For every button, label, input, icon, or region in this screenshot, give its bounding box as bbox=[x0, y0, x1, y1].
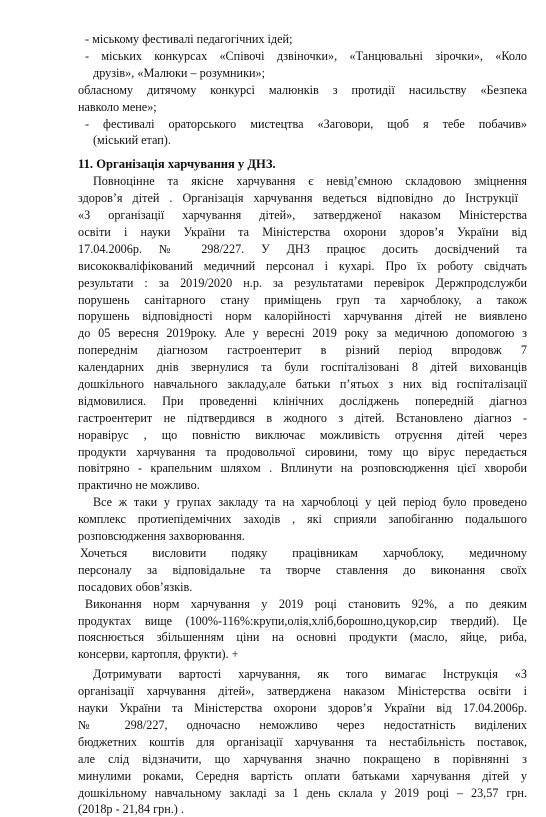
text-line: практично не можливо. bbox=[78, 478, 200, 492]
text-line: норавірус , що повністю виключає можливість отруєння дітей через bbox=[78, 428, 527, 442]
text-line: Хочеться висловити подяку працівникам харчоблоку, медичному bbox=[80, 546, 527, 560]
list-item: - міському фестивалі педагогічних ідей; bbox=[85, 32, 293, 46]
text-line: дошкільному навчальному закладі за 1 день склала у 2019 році – 23,57 грн. bbox=[78, 786, 527, 800]
text-line: результати : за 2019/2020 н.р. за результатами перевірок Держпродслужби bbox=[78, 276, 527, 290]
text-line: але слід відзначити, що харчування значно покращено в порівнянні з bbox=[78, 752, 527, 766]
text-line: до 05 вересня 2019року. Але у вересні 2019 року за медичною допомогою з bbox=[78, 326, 527, 340]
text-line: персоналу за відповідальне та творче ставлення до виконання своїх bbox=[78, 563, 527, 577]
list-item-continuation: (міський етап). bbox=[93, 133, 171, 147]
text-line: попереднім діагнозом гастроентерит в різний період впродовж 7 bbox=[78, 343, 527, 357]
text-line: минулими роками, Середня вартість оплати батьками харчування дітей у bbox=[78, 769, 527, 783]
text-line: дошкільного навчального закладу,але батьки п’ятьох з них від госпіталізації bbox=[78, 377, 527, 391]
text-line: Повноцінне та якісне харчування є невід’ємною складовою зміцнення bbox=[93, 174, 527, 188]
list-item: - міських конкурсах «Співочі дзвіночки», «Танцювальні зірочки», «Коло bbox=[85, 49, 527, 63]
text-line: повітряно - крапельним шляхом . Вплинути на розповсюдження цієї хвороби bbox=[78, 461, 527, 475]
text-line: (2018р - 21,84 грн.) . bbox=[78, 802, 184, 816]
text-line: консерви, картопля, фрукти). + bbox=[78, 647, 239, 661]
text-line: пояснюється збільшенням ціни на основні продукти (масло, яйце, риба, bbox=[78, 630, 527, 644]
list-item-continuation: навколо мене»; bbox=[78, 100, 157, 114]
text-line: здоров’я дітей . Організація харчування ведеться відповідно до Інструкції bbox=[78, 191, 518, 205]
text-line: бюджетних коштів для організації харчування та нестабільність поставок, bbox=[78, 735, 527, 749]
text-line: гастроентерит не підтвердився в жодного з дітей. Встановлено діагноз - bbox=[78, 411, 527, 425]
text-line: порушень санітарного стану приміщень груп та харчоблоку, а також bbox=[78, 293, 527, 307]
text-line: 17.04.2006р. № 298/227. У ДНЗ працює досить досвідчений та bbox=[78, 242, 527, 256]
text-line: «З організації харчування дітей», затвердженої наказом Міністерства bbox=[78, 208, 527, 222]
text-line: висококваліфікований медичний персонал і кухарі. Про їх роботу свідчать bbox=[78, 259, 527, 273]
text-line: Виконання норм харчування у 2019 році становить 92%, а по деяким bbox=[85, 597, 527, 611]
text-line: науки України та Міністерства охорони здоров’я України від 17.04.2006р. bbox=[78, 701, 527, 715]
text-line: № 298/227, одночасно неможливо через недостатність виділених bbox=[78, 718, 527, 732]
list-item: обласному дитячому конкурсі малюнків з протидії насильству «Безпека bbox=[78, 83, 527, 97]
text-line: освіти і науки України та Міністерства охорони здоров’я України від bbox=[78, 225, 527, 239]
text-line: організації харчування дітей», затверджена наказом Міністерства освіти і bbox=[78, 684, 527, 698]
text-line: Все ж таки у групах закладу та на харчоблоці у цей період було проведено bbox=[93, 495, 527, 509]
section-heading: 11. Організація харчування у ДНЗ. bbox=[78, 157, 276, 171]
text-line: комплекс протиепідемічних заходів , які сприяли запобіганню подальшого bbox=[78, 512, 527, 526]
text-line: продукти харчування та продовольчої сировини, тому що вірус передається bbox=[78, 445, 527, 459]
text-line: порушень відповідності норм калорійності харчування дітей не виявлено bbox=[78, 309, 527, 323]
text-line: Дотримувати вартості харчування, як того вимагає Інструкція «З bbox=[93, 667, 527, 681]
list-item: - фестивалі ораторського мистецтва «Заговори, щоб я тебе побачив» bbox=[85, 117, 527, 131]
text-line: посадових обов’язків. bbox=[78, 580, 193, 594]
list-item-continuation: друзів», «Малюки – розумники»; bbox=[93, 66, 265, 80]
text-line: розповсюдження захворювання. bbox=[78, 529, 245, 543]
text-line: відмовилися. При проведенні клінічних досліджень попередній діагноз bbox=[78, 394, 527, 408]
text-line: календарних днів звернулися та були госпіталізовані 8 дітей вихованців bbox=[78, 360, 527, 374]
text-line: продуктах вище (100%-116%:крупи,олія,хліб,борошно,цукор,сир твердий). Це bbox=[78, 614, 527, 628]
